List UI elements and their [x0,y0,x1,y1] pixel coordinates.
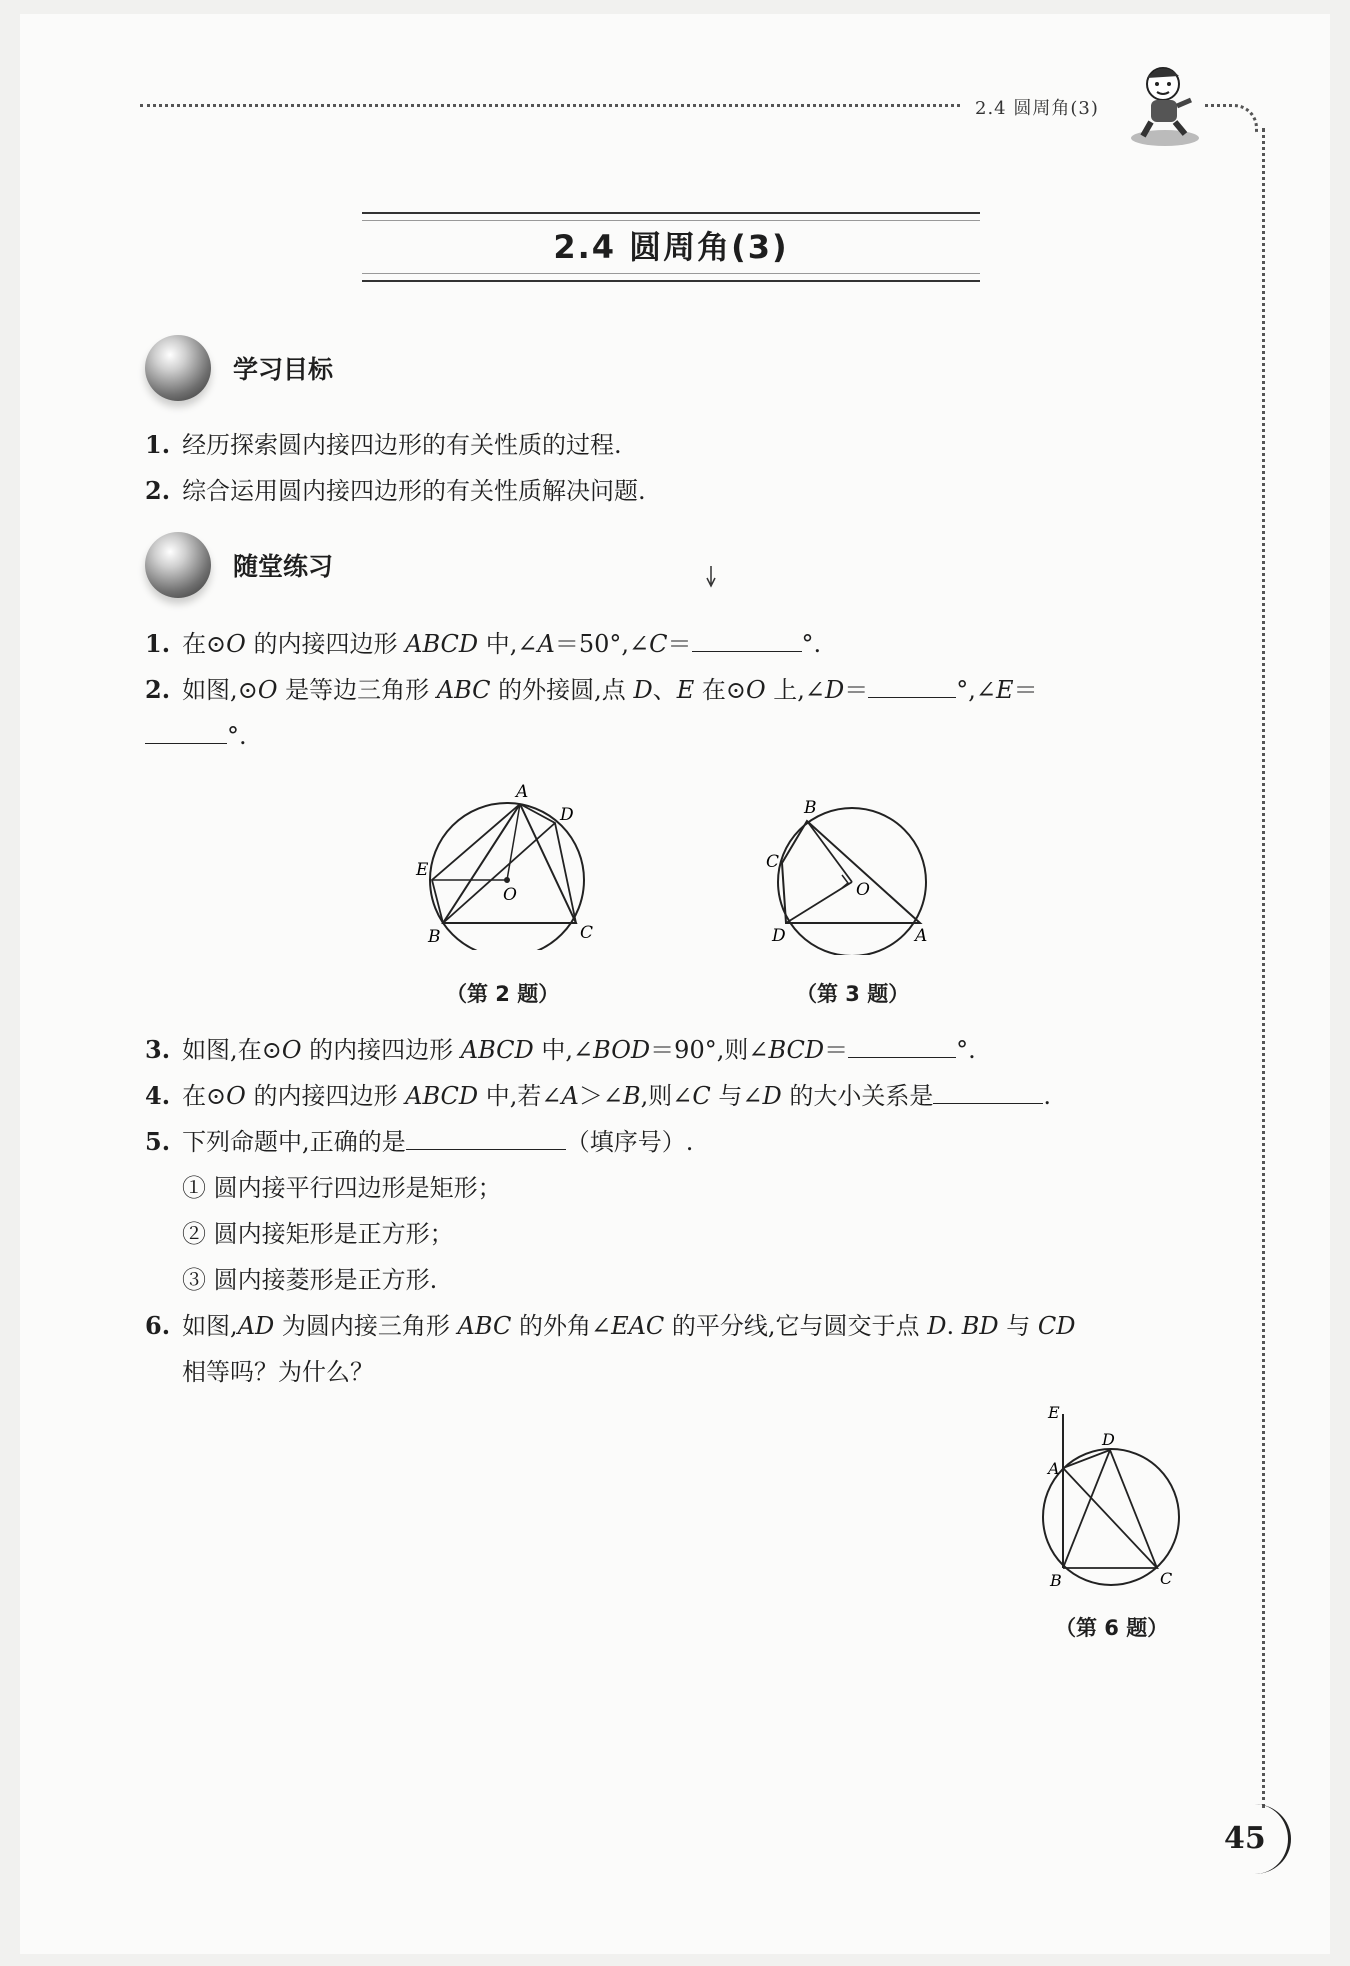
lesson-title-box [362,212,980,282]
question-2-cont: °. [145,719,247,753]
practice-heading [145,532,333,598]
answer-blank[interactable] [692,627,802,652]
fig3-label-A: A [915,926,928,946]
page-number: 45 [1218,1804,1291,1874]
fig6-label-A: A [1048,1459,1060,1478]
fig3-label-C: C [766,852,780,872]
globe-icon [145,532,211,598]
fig2-label-C: C [580,923,594,943]
goals-heading-label: 学习目标 [233,355,334,384]
figure-6-caption: （第 6 题） [1055,1616,1169,1640]
figure-2 [410,780,600,950]
running-header: 2.4 圆周角(3) [975,98,1099,119]
q5-option-2: ② 圆内接矩形是正方形； [182,1220,454,1248]
answer-blank[interactable] [406,1125,566,1150]
sphere-icon [145,335,211,401]
fig6-label-C: C [1160,1569,1173,1588]
mascot-icon [1125,60,1205,150]
figure-6 [1038,1400,1188,1590]
goals-heading [145,335,333,401]
fig2-label-E: E [416,860,429,880]
question-6: 6. 如图,AD 为圆内接三角形 ABC 的外角∠EAC 的平分线,它与圆交于点 D. BD 与 CD [145,1311,1076,1340]
fig2-label-D: D [560,805,574,825]
side-dotted-line [1262,128,1265,1808]
page [20,14,1330,1954]
q5-option-1: ① 圆内接平行四边形是矩形； [182,1174,502,1202]
figure-2-caption: （第 2 题） [446,982,560,1006]
fig2-label-B: B [428,927,441,947]
question-1: 1. 在⊙O 的内接四边形 ABCD 中,∠A＝50°,∠C＝ °. [145,629,822,658]
q5-option-3: ③ 圆内接菱形是正方形. [182,1266,438,1294]
fig2-label-A: A [516,782,529,802]
fig3-label-B: B [804,798,817,818]
fig2-label-O: O [503,885,517,905]
figure-3-caption: （第 3 题） [796,982,910,1006]
question-3: 3. 如图,在⊙O 的内接四边形 ABCD 中,∠BOD＝90°,则∠BCD＝ °. [145,1035,976,1064]
figure-3 [760,795,940,955]
fig6-label-E: E [1048,1403,1060,1422]
answer-blank[interactable] [145,719,227,744]
fig3-label-D: D [772,926,786,946]
fig6-label-B: B [1050,1571,1062,1590]
practice-heading-label: 随堂练习 [233,552,334,581]
question-5: 5. 下列命题中,正确的是 （填序号）. [145,1127,694,1156]
question-2: 2. 如图,⊙O 是等边三角形 ABC 的外接圆,点 D、E 在⊙O 上,∠D＝ °,∠E＝ [145,675,1038,704]
answer-blank[interactable] [933,1079,1043,1104]
fig6-label-D: D [1102,1430,1115,1449]
goal-item-2: 2. 综合运用圆内接四边形的有关性质解决问题. [145,476,646,505]
header-dotted-line [140,104,960,107]
question-6-cont: 相等吗？为什么？ [182,1358,374,1386]
answer-blank[interactable] [848,1033,956,1058]
fig3-label-O: O [856,880,870,900]
question-4: 4. 在⊙O 的内接四边形 ABCD 中,若∠A＞∠B,则∠C 与∠D 的大小关系是 . [145,1081,1052,1110]
answer-blank[interactable] [868,673,956,698]
lesson-title: 2.4 圆周角(3) [553,228,789,266]
goal-item-1: 1. 经历探索圆内接四边形的有关性质的过程. [145,430,622,459]
cursor-mark [705,566,717,588]
